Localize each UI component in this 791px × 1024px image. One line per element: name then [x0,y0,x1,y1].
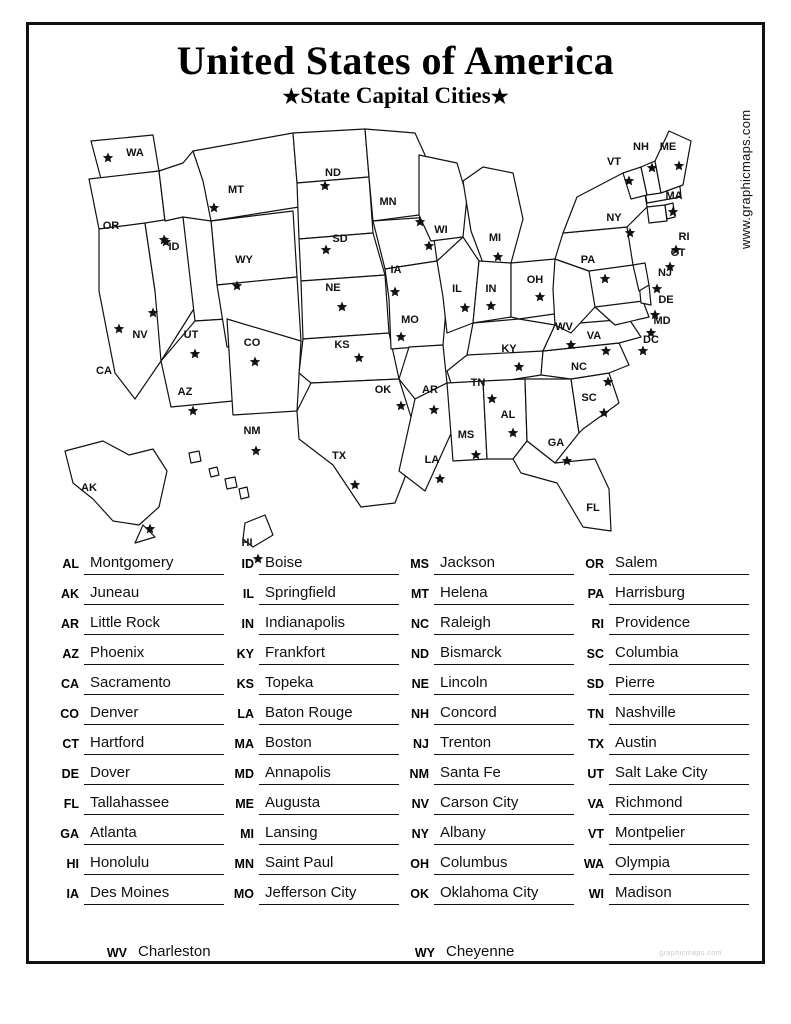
answer-entry [399,605,574,635]
state-label-md: MD [653,315,671,327]
capital-answer-field[interactable]: Montgomery [84,552,224,575]
capital-answer-field[interactable]: Nashville [609,702,749,725]
state-label-nm: NM [243,425,261,437]
state-label-dc: DC [643,334,659,346]
state-label-oh: OH [526,274,544,286]
state-label-il: IL [452,283,462,295]
state-abbr: PA [587,587,604,601]
answer-entry [399,875,574,905]
answer-entry [49,875,224,905]
state-abbr: MS [410,557,429,571]
state-abbr: WY [414,946,435,960]
capital-answer-field[interactable]: Boston [259,732,399,755]
capital-answer-field[interactable]: Concord [434,702,574,725]
state-abbr: OR [585,557,604,571]
capital-answer-field[interactable]: Oklahoma City [434,882,574,905]
capital-answer-field[interactable]: Santa Fe [434,762,574,785]
state-abbr: IL [242,587,254,601]
state-abbr: MT [410,587,429,601]
state-label-az: AZ [177,386,193,398]
usa-map [43,111,749,549]
capital-answer-field[interactable]: Columbia [609,642,749,665]
answer-entry [49,575,224,605]
state-abbr: KS [236,677,254,691]
capital-answer-field[interactable]: Carson City [434,792,574,815]
page-title: United States of America [176,38,615,83]
answer-entry [574,545,749,575]
capital-star-icon [652,284,662,294]
answer-column-2 [224,545,399,905]
capital-answer-field[interactable]: Augusta [259,792,399,815]
answer-entry [399,665,574,695]
capital-answer-field[interactable]: Juneau [84,582,224,605]
state-abbr: VA [587,797,604,811]
usa-map-svg [43,111,749,549]
answer-entry [224,875,399,905]
answer-entry [574,665,749,695]
answer-entry [49,785,224,815]
capital-answer-field[interactable]: Charleston [132,941,303,964]
state-abbr: MA [234,737,254,751]
source-credit: www.graphicmaps.com [738,109,753,249]
state-label-ar: AR [422,384,438,396]
answer-entry [399,695,574,725]
capital-answer-field[interactable]: Lansing [259,822,399,845]
state-label-ga: GA [547,437,565,449]
state-abbr: CT [62,737,79,751]
page-subtitle [29,83,762,109]
answer-entry [49,665,224,695]
state-label-de: DE [658,294,674,306]
state-abbr: MI [240,827,254,841]
state-abbr: TX [588,737,604,751]
state-label-ak: AK [81,482,97,494]
capital-answer-field[interactable]: Salt Lake City [609,762,749,785]
state-abbr: UT [587,767,604,781]
capital-answer-field[interactable]: Helena [434,582,574,605]
capital-answer-field[interactable]: Des Moines [84,882,224,905]
answer-entry [574,845,749,875]
answer-entry [224,665,399,695]
state-abbr: SD [586,677,604,691]
state-label-co: CO [243,337,261,349]
capital-answer-field[interactable]: Raleigh [434,612,574,635]
capital-answer-field[interactable]: Saint Paul [259,852,399,875]
capital-answer-field[interactable]: Atlanta [84,822,224,845]
answer-entry [49,755,224,785]
capital-answer-field[interactable]: Frankfort [259,642,399,665]
capital-answer-field[interactable]: Jefferson City [259,882,399,905]
answer-entry [574,605,749,635]
star-left-icon: ★ [282,86,301,108]
answer-entry [224,725,399,755]
state-abbr: ME [235,797,254,811]
answer-entry [399,725,574,755]
capital-answer-field[interactable]: Salem [609,552,749,575]
answer-extra-row [49,941,749,964]
capital-answer-field[interactable]: Denver [84,702,224,725]
state-abbr: MD [234,767,254,781]
capital-answer-field[interactable]: Phoenix [84,642,224,665]
capital-answer-field[interactable]: Tallahassee [84,792,224,815]
state-label-nc: NC [571,361,587,373]
capital-answer-field[interactable]: Baton Rouge [259,702,399,725]
answer-entry [405,941,665,964]
state-label-ia: IA [390,264,402,276]
state-label-ca: CA [96,365,112,377]
capital-answer-field[interactable]: Boise [259,552,399,575]
state-abbr: IA [66,887,79,901]
state-abbr: AZ [62,647,79,661]
footer-watermark: graphicmaps.com [659,950,722,957]
capital-star-icon [188,406,198,416]
state-label-tx: TX [331,450,347,462]
answer-entry [574,635,749,665]
state-label-sc: SC [581,392,597,404]
answer-entry [574,755,749,785]
capital-answer-field[interactable]: Indianapolis [259,612,399,635]
state-label-ky: KY [501,343,517,355]
state-abbr: AR [60,617,79,631]
capital-answer-field[interactable]: Jackson [434,552,574,575]
state-label-wi: WI [434,224,448,236]
answer-entry [224,785,399,815]
answer-entry [49,725,224,755]
state-label-hi: HI [241,537,253,549]
capital-answer-field[interactable]: Sacramento [84,672,224,695]
state-abbr: ND [410,647,429,661]
answer-entry [399,575,574,605]
capital-star-icon [600,274,610,284]
state-label-in: IN [485,283,497,295]
answer-entry [574,725,749,755]
state-abbr: WA [583,857,604,871]
capital-answer-field[interactable]: Richmond [609,792,749,815]
state-abbr: NH [410,707,429,721]
state-label-ms: MS [457,429,475,441]
state-abbr: MO [233,887,254,901]
state-abbr: WV [106,946,127,960]
state-abbr: NM [409,767,429,781]
capital-answer-field[interactable]: Olympia [609,852,749,875]
state-abbr: SC [586,647,604,661]
state-label-ut: UT [183,329,199,341]
answer-entry [574,695,749,725]
state-abbr: MN [234,857,254,871]
state-abbr: DE [61,767,79,781]
capital-answer-field[interactable]: Bismarck [434,642,574,665]
answer-entry [574,785,749,815]
state-label-nh: NH [633,141,649,153]
answer-column-1 [49,545,224,905]
state-label-ct: CT [670,247,686,259]
answer-entry [224,815,399,845]
state-label-mt: MT [228,184,244,196]
state-label-va: VA [586,330,602,342]
state-label-ne: NE [325,282,341,294]
state-abbr: IN [241,617,254,631]
state-label-nv: NV [132,329,148,341]
state-abbr: GA [60,827,79,841]
capital-star-icon [435,474,445,484]
state-abbr: VT [588,827,604,841]
state-label-pa: PA [580,254,596,266]
state-label-ri: RI [678,231,690,243]
capital-answer-field[interactable]: Cheyenne [440,941,611,964]
answer-entry [399,635,574,665]
answer-column-3 [399,545,574,905]
capital-answer-field[interactable]: Annapolis [259,762,399,785]
answer-column-4 [574,545,749,905]
answer-entry [574,815,749,845]
state-label-la: LA [424,454,440,466]
state-label-ny: NY [606,212,622,224]
capital-answer-field[interactable]: Pierre [609,672,749,695]
capital-answer-field[interactable]: Trenton [434,732,574,755]
answer-entry [49,845,224,875]
state-label-ma: MA [665,190,683,202]
capital-answer-field[interactable]: Dover [84,762,224,785]
state-label-fl: FL [586,502,600,514]
answer-entry [399,545,574,575]
capital-star-icon [251,446,261,456]
answer-entry [224,545,399,575]
capital-answer-field[interactable]: Honolulu [84,852,224,875]
state-abbr: NY [411,827,429,841]
capital-answer-field[interactable]: Lincoln [434,672,574,695]
state-abbr: TN [587,707,604,721]
state-abbr: CO [60,707,79,721]
answer-entry [224,575,399,605]
answer-entry [224,605,399,635]
state-abbr: WI [588,887,604,901]
state-label-id: ID [168,241,180,253]
state-label-vt: VT [606,156,622,168]
state-label-al: AL [500,409,516,421]
capital-star-icon [638,346,648,356]
state-abbr: KY [236,647,254,661]
state-abbr: NE [411,677,429,691]
answer-entry [49,545,224,575]
answer-entry [97,941,357,964]
state-label-mo: MO [401,314,419,326]
state-label-sd: SD [332,233,348,245]
state-label-mn: MN [379,196,397,208]
state-abbr: LA [237,707,254,721]
state-abbr: HI [66,857,79,871]
answer-entry [49,695,224,725]
answer-entry [224,635,399,665]
state-abbr: AL [62,557,79,571]
answer-entry [224,845,399,875]
state-label-wa: WA [126,147,144,159]
answer-entry [574,875,749,905]
capital-answer-field[interactable]: Columbus [434,852,574,875]
state-abbr: FL [63,797,79,811]
answer-entry [224,695,399,725]
answer-key-columns [49,545,749,905]
capital-answer-field[interactable]: Albany [434,822,574,845]
worksheet-border [26,22,765,964]
capital-answer-field[interactable]: Austin [609,732,749,755]
state-label-ks: KS [334,339,350,351]
answer-entry [399,845,574,875]
answer-entry [399,785,574,815]
answer-entry [49,815,224,845]
answer-entry [399,755,574,785]
state-label-wv: WV [555,321,573,333]
state-abbr: NC [410,617,429,631]
state-label-tn: TN [470,377,486,389]
state-label-nj: NJ [657,267,673,279]
state-label-me: ME [659,141,677,153]
answer-entry [49,635,224,665]
capital-answer-field[interactable]: Hartford [84,732,224,755]
state-abbr: CA [60,677,79,691]
answer-entry [49,605,224,635]
state-abbr: AK [60,587,79,601]
state-abbr: NV [411,797,429,811]
state-label-nd: ND [325,167,341,179]
state-abbr: RI [591,617,604,631]
state-abbr: NJ [413,737,429,751]
state-abbr: ID [241,557,254,571]
answer-entry [224,755,399,785]
answer-entry [399,815,574,845]
answer-entry [574,575,749,605]
state-label-wy: WY [235,254,253,266]
capital-answer-field[interactable]: Madison [609,882,749,905]
state-abbr: OH [410,857,429,871]
state-label-mi: MI [488,232,502,244]
capital-answer-field[interactable]: Harrisburg [609,582,749,605]
capital-answer-field[interactable]: Providence [609,612,749,635]
state-abbr: OK [410,887,429,901]
capital-answer-field[interactable]: Topeka [259,672,399,695]
capital-answer-field[interactable]: Little Rock [84,612,224,635]
star-right-icon: ★ [490,86,509,108]
state-label-or: OR [102,220,120,232]
subtitle-text: State Capital Cities [300,83,491,108]
state-label-ok: OK [374,384,392,396]
capital-answer-field[interactable]: Montpelier [609,822,749,845]
capital-answer-field[interactable]: Springfield [259,582,399,605]
